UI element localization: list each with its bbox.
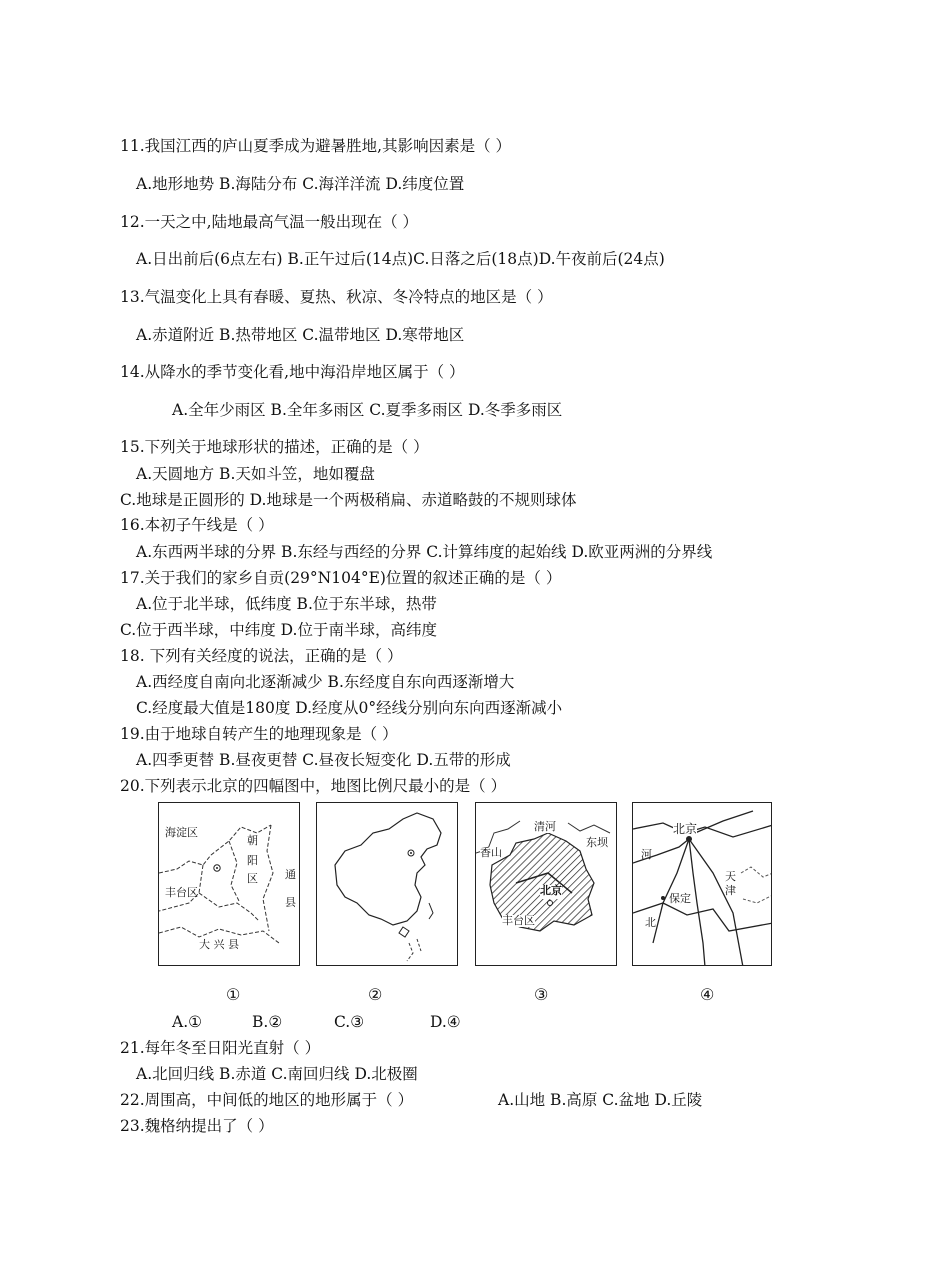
q17-stem: 17.关于我们的家乡自贡(29°N104°E)位置的叙述正确的是（ ） [120,569,562,587]
map-1-label-daxing: 大 兴 县 [199,938,239,951]
q23-stem: 23.魏格纳提出了（ ） [120,1117,274,1135]
q20-option-a: A.① [172,1013,203,1031]
q20-option-d: D.④ [430,1013,461,1031]
map-1-label-tong: 通 [285,868,296,881]
q19-stem: 19.由于地球自转产生的地理现象是（ ） [120,725,398,743]
map-4-label-beijing: 北京 [673,822,698,836]
q17-options-2: C.位于西半球，中纬度 D.位于南半球，高纬度 [120,621,437,639]
q14-stem: 14.从降水的季节变化看,地中海沿岸地区属于（ ） [120,363,465,381]
q18-stem: 18. 下列有关经度的说法，正确的是（ ） [120,647,403,665]
q12-options: A.日出前后(6点左右) B.正午过后(14点)C.日落之后(18点)D.午夜前后(24点) [136,250,665,268]
q11-stem: 11.我国江西的庐山夏季成为避暑胜地,其影响因素是（ ） [120,137,512,155]
q13-stem: 13.气温变化上具有春暖、夏热、秋凉、冬冷特点的地区是（ ） [120,288,553,306]
map-1-label-fengtai: 丰台区 [165,886,198,899]
q22-options: A.山地 B.高原 C.盆地 D.丘陵 [498,1091,703,1109]
map-number-1: ① [226,985,241,1004]
q15-stem: 15.下列关于地球形状的描述，正确的是（ ） [120,438,429,456]
map-4-label-bei: 北 [645,916,656,929]
q18-options-2: C.经度最大值是180度 D.经度从0°经线分别向东向西逐渐减小 [136,699,563,717]
q16-options: A.东西两半球的分界 B.东经与西经的分界 C.计算纬度的起始线 D.欧亚两洲的分界线 [136,543,713,561]
map-4-region [632,802,772,966]
map-3-label-fengtai: 丰台区 [502,914,535,927]
q20-option-b: B.② [252,1013,283,1031]
q20-stem: 20.下列表示北京的四幅图中，地图比例尺最小的是（ ） [120,777,507,795]
map-4-baoding-marker [661,896,665,900]
map-3-label-xiangshan: 香山 [480,846,502,859]
map-4-label-tian: 天 [725,870,736,883]
q15-options-2: C.地球是正圆形的 D.地球是一个两极稍扁、赤道略鼓的不规则球体 [120,491,577,509]
q21-stem: 21.每年冬至日阳光直射（ ） [120,1039,321,1057]
q17-options-1: A.位于北半球，低纬度 B.位于东半球，热带 [136,595,437,613]
q15-options-1: A.天圆地方 B.天如斗笠，地如覆盘 [136,465,375,483]
map-1-label-chao: 朝 [247,834,258,847]
map-number-3: ③ [534,985,549,1004]
q18-options-1: A.西经度自南向北逐渐减少 B.东经度自东向西逐渐增大 [136,673,515,691]
map-4-beijing-marker [686,836,692,842]
map-4-rivers-roads [633,803,772,966]
q20-maps [158,802,778,970]
map-1-label-qu: 区 [247,872,258,885]
q22-stem: 22.周围高，中间低的地区的地形属于（ ） [120,1091,414,1109]
map-4-label-he: 河 [641,848,652,861]
map-3-label-dongba: 东坝 [586,836,608,849]
q19-options: A.四季更替 B.昼夜更替 C.昼夜长短变化 D.五带的形成 [136,751,511,769]
map-2-china [316,802,458,966]
map-3-label-qinghe: 清河 [534,820,556,833]
q11-options: A.地形地势 B.海陆分布 C.海洋洋流 D.纬度位置 [136,175,465,193]
q16-stem: 16.本初子午线是（ ） [120,516,274,534]
q21-options: A.北回归线 B.赤道 C.南回归线 D.北极圈 [136,1065,418,1083]
q20-option-c: C.③ [334,1013,365,1031]
map-1-label-yang: 阳 [247,854,258,867]
map-1-district [158,802,300,966]
map-1-label-xian: 县 [285,896,296,909]
map-number-4: ④ [700,985,715,1004]
q12-stem: 12.一天之中,陆地最高气温一般出现在（ ） [120,213,419,231]
map-number-2: ② [368,985,383,1004]
q13-options: A.赤道附近 B.热带地区 C.温带地区 D.寒带地区 [136,326,465,344]
map-3-city [475,802,617,966]
map-4-label-baoding: 保定 [669,892,691,905]
map-2-china-outline [317,803,458,966]
map-3-label-beijing: 北京 [540,884,562,897]
map-1-label-haidian: 海淀区 [165,826,198,839]
q14-options: A.全年少雨区 B.全年多雨区 C.夏季多雨区 D.冬季多雨区 [172,401,563,419]
map-4-label-jin: 津 [725,884,736,897]
